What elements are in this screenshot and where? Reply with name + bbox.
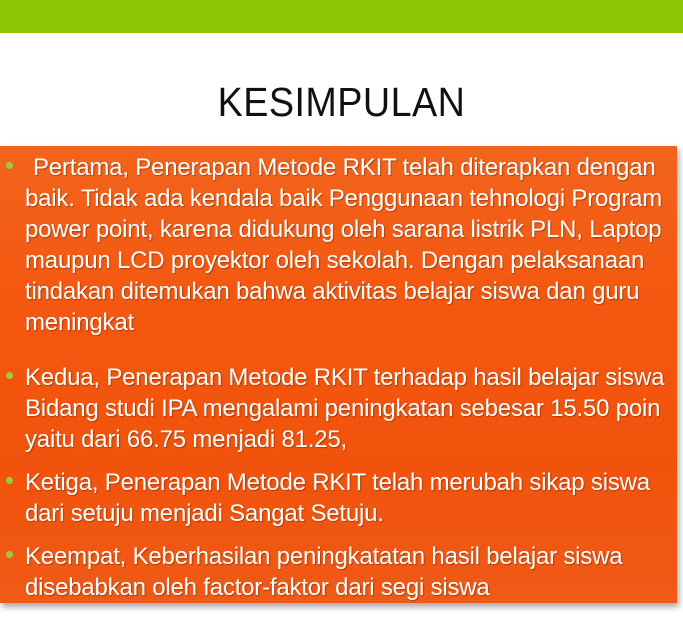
bullet-item-keempat — [0, 541, 677, 603]
bullet-text: Pertama, Penerapan Metode RKIT telah diterapkan dengan baik. Tidak ada kendala baik Penggunaan tehnologi Program power point, karena didukung oleh sarana listrik PLN, Laptop maupun LCD proyektor oleh sekolah. Dengan pelaksanaan tindakan ditemukan bahwa aktivitas belajar siswa dan guru meningkat — [25, 154, 663, 336]
bullet-dot-icon — [6, 372, 13, 379]
content-box — [0, 146, 677, 603]
bullet-text: Keempat, Keberhasilan peningkatatan hasil belajar siswa disebabkan oleh factor-faktor dari segi siswa — [25, 543, 623, 601]
bullet-dot-icon — [6, 162, 13, 169]
bullet-item-kedua — [0, 362, 677, 455]
bullet-text: Kedua, Penerapan Metode RKIT terhadap hasil belajar siswa Bidang studi IPA mengalami peningkatan sebesar 15.50 poin yaitu dari 66.75 menjadi 81.25, — [25, 364, 665, 453]
top-accent-bar — [0, 0, 683, 33]
slide-title: KESIMPULAN — [217, 79, 466, 125]
bullet-text: Ketiga, Penerapan Metode RKIT telah merubah sikap siswa dari setuju menjadi Sangat Setuju. — [25, 469, 650, 527]
bullet-item-pertama — [0, 152, 677, 338]
bullet-dot-icon — [6, 551, 13, 558]
bullet-dot-icon — [6, 477, 13, 484]
bullet-item-ketiga — [0, 467, 677, 529]
